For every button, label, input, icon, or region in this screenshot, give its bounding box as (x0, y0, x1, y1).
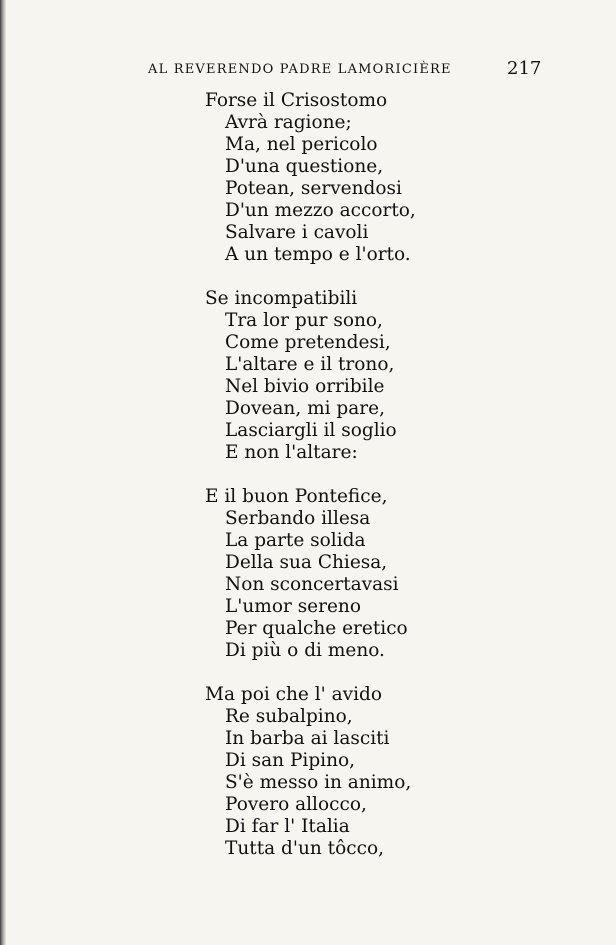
verse-line: Per qualche eretico (225, 618, 408, 639)
page-edge (0, 0, 6, 945)
verse-line: Salvare i cavoli (225, 222, 369, 243)
verse-line: Non sconcertavasi (225, 574, 399, 595)
verse-line: Lasciargli il soglio (225, 420, 397, 441)
verse-line: Se incompatibili (205, 288, 358, 309)
verse-line: L'umor sereno (225, 596, 361, 617)
verse-line: Come pretendesi, (225, 332, 391, 353)
verse-line: E non l'altare: (225, 442, 358, 463)
page-number: 217 (507, 58, 542, 79)
verse-line: Nel bivio orribile (225, 376, 385, 397)
verse-line: E il buon Pontefice, (205, 486, 388, 507)
stanza-4 (205, 684, 416, 860)
verse-line: Forse il Crisostomo (205, 90, 388, 111)
verse-line: D'un mezzo accorto, (225, 200, 416, 221)
verse-line: In barba ai lasciti (225, 728, 390, 749)
verse-line: Ma poi che l' avido (205, 684, 382, 705)
verse-line: Della sua Chiesa, (225, 552, 388, 573)
stanza-2 (205, 288, 416, 464)
verse-line: Povero allocco, (225, 794, 367, 815)
verse-line: D'una questione, (225, 156, 384, 177)
verse-line: La parte solida (225, 530, 366, 551)
stanza-1 (205, 90, 416, 266)
verse-line: Serbando illesa (225, 508, 371, 529)
poem (205, 90, 416, 882)
verse-line: Tutta d'un tôcco, (225, 838, 384, 859)
verse-line: Avrà ragione; (225, 112, 352, 133)
verse-line: A un tempo e l'orto. (225, 244, 411, 265)
verse-line: Re subalpino, (225, 706, 353, 727)
verse-line: Ma, nel pericolo (225, 134, 378, 155)
verse-line: Tra lor pur sono, (225, 310, 383, 331)
verse-line: Di san Pipino, (225, 750, 356, 771)
verse-line: Di più o di meno. (225, 640, 385, 661)
verse-line: L'altare e il trono, (225, 354, 395, 375)
verse-line: S'è messo in animo, (225, 772, 412, 793)
running-head: AL REVERENDO PADRE LAMORICIÈRE (148, 62, 452, 77)
verse-line: Potean, servendosi (225, 178, 402, 199)
verse-line: Dovean, mi pare, (225, 398, 385, 419)
stanza-3 (205, 486, 416, 662)
verse-line: Di far l' Italia (225, 816, 350, 837)
